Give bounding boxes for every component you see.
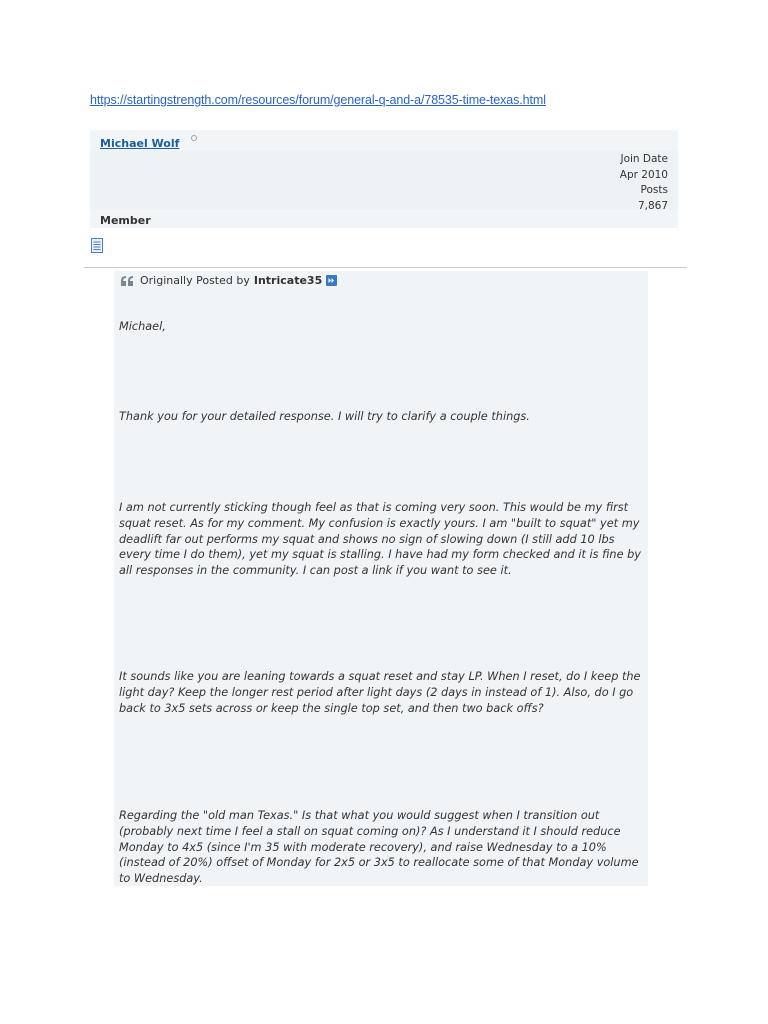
user-info-block bbox=[90, 130, 678, 228]
quote-prefix: Originally Posted by bbox=[140, 274, 250, 287]
posts-count: 7,867 bbox=[637, 199, 668, 212]
join-date-label: Join Date bbox=[620, 153, 668, 165]
user-info-band bbox=[90, 151, 678, 209]
post-divider bbox=[84, 267, 687, 268]
posts-label: Posts bbox=[640, 184, 668, 196]
user-title: Member bbox=[100, 214, 151, 227]
quote-block bbox=[114, 271, 648, 886]
quote-paragraph: Michael, bbox=[119, 320, 166, 333]
quote-header bbox=[120, 274, 337, 287]
user-stats bbox=[620, 152, 668, 214]
quote-paragraph: Thank you for your detailed response. I will try to clarify a couple things. bbox=[119, 410, 530, 423]
username-link[interactable]: Michael Wolf bbox=[100, 137, 180, 150]
quote-poster: Intricate35 bbox=[253, 274, 323, 287]
quote-paragraph: I am not currently sticking though feel as that is coming very soon. This would be my first squat reset. As for my comment. My confusion is exactly yours. I am "built to squat" yet my deadlift far out performs my squat and shows no sign of slowing down (I still add 10 lbs every time I do them), yet my squat is stalling. I have had my form checked and it is fine by all responses in the community. I can post a link if you want to see it. bbox=[119, 501, 641, 578]
source-url-link[interactable]: https://startingstrength.com/resources/forum/general-q-and-a/78535-time-texas.html bbox=[90, 93, 546, 107]
quote-paragraph: Regarding the "old man Texas." Is that what you would suggest when I transition out (probably next time I feel a stall on squat coming on)? As I understand it I should reduce Monday to 4x5 (since I'm 35 with moderate recovery), and raise Wednesday to a 10% (instead of 20%) offset of Monday for 2x5 or 3x5 to reallocate some of that Monday volume to Wednesday. bbox=[119, 809, 639, 886]
quote-icon bbox=[120, 275, 134, 287]
view-post-icon[interactable] bbox=[326, 275, 337, 286]
offline-status-icon bbox=[191, 135, 197, 141]
join-date-value: Apr 2010 bbox=[619, 168, 668, 181]
post-document-icon bbox=[91, 238, 103, 253]
quote-paragraph: It sounds like you are leaning towards a squat reset and stay LP. When I reset, do I keep the light day? Keep the longer rest period after light days (2 days in instead of 1). Also, do I go back to 3x5 sets across or keep the single top set, and then two back offs? bbox=[119, 670, 641, 715]
